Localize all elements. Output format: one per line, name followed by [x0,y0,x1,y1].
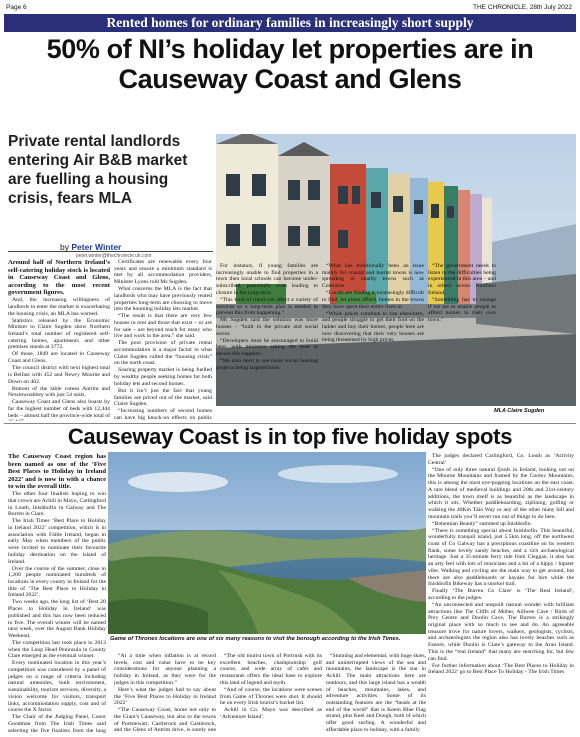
story-paragraph: Causeway Coast and Glens also boasts by far the highest number of beds with 12,444 beds – almost half the province-wide total of [8,399,110,419]
story-paragraph: And, the increasing willingness of landlords to enter the market is exacerbating the housing crisis, an MLA has warned. [8,297,110,317]
story-paragraph: Here’s what the judges had to say about the ‘Five Best Places to Holiday in Ireland 2022’ [114,686,216,707]
story2-column-4 [326,653,426,734]
story-paragraph: The poor provision of private rental accommodation is a major factor in what Claire Sugden called the “housing crisis” on the north coast. [114,340,212,367]
story-column-2 [114,259,212,421]
story-paragraph: Soaring property market is being fuelled by wealthy people seeking homes for both holiday lets and second homes. [114,367,212,387]
sub-headline: Private rental landlords entering Air B&B market are fuelling a housing crisis, fears MLA [8,133,188,207]
story-paragraph: “Something has to change if we are to enable people to afford homes in their own town.” [428,296,496,323]
story-paragraph: “Developers must be encouraged to build here, with ministers taking the lead to ensure this happens. [216,337,318,358]
page-number: Page 6 [6,4,27,11]
story-paragraph: The judges declared Carlingford, Co. Louth as ‘Activity Central’ [428,453,574,466]
coastline-landscape-photo [108,452,426,634]
story-paragraph: “The government needs to listen to the difficulties being experienced in this area – and in others across Northern Ireland. [428,263,496,296]
story-paragraph: “We also need to see more social housing projects being targeted here. [216,358,318,371]
story-paragraph: Bottom of the table comes Antrim and Newtownabbey with just 54 units. [8,385,110,399]
byline-last-name: Winter [95,242,122,252]
story-paragraph: “Bohemian Beauty” summed up Inishbofin. [432,520,532,527]
story2-column-3 [220,653,322,734]
story-paragraph: What concerns the MLA is the fact that landlords who may have previously rented properties long-term are choosing to move into the booming holiday lets market. [114,286,212,313]
story-paragraph: “One of only three natural fjords in Ireland, looking out on the Mourne Mountains and framed by the Cooley Mountains, this is among the most eye-popping locations on the east coast. A rare blend of medieval buildings and 20th and 21st-century additions, the town itself is as beautiful as the landscape in which it sits. Whether paddleboarding, ziplining, golfing or walking the 40Km Táin Way or any of the other many hill and mountain trails you’ll never run out of things to do here. [428,466,574,520]
story-paragraph: “The Causeway Coast, home not only to the Giant’s Causeway, but also to the towns of Portstewart, Castlerock and Castlerock, and the Glens of Antrim drive, is surely one [114,707,216,734]
photo-caption: MLA Claire Sugden [494,408,545,414]
story-paragraph: “While prices continue to rise elsewhere, and people struggle to get their foot on the ladder and buy their homes, people here are now discovering that their very houses are being threatened by high prices. [322,310,424,344]
story-column-3 [216,263,318,421]
story-paragraph: “At a time when inflation is at record levels, cost and value have to be key considerations for anyone planning a holiday in Ireland, as they were for the judges in this competition.” [114,653,216,686]
story-paragraph: The council district with next highest total is Belfast with 452 and Newry Mourne and Down on 402. [8,365,110,385]
story-paragraph: Achill in Co. Mayo was described as ‘Adventure Island’. [220,707,322,720]
story-paragraph: Finally ‘The Burren Co Clare’ is ‘The Real Ireland’, according to the judges. [428,588,574,601]
story-paragraph: But it isn’t just the fact that young families are priced out of the market, said Claire Sugden. [114,387,212,408]
story-paragraph: The Irish Times ‘Best Place to Holiday in Ireland 2022’ competition, which is in association with Fáilte Ireland, began in early May when members of the public were invited to nominate their favourite holiday destination on the island of Ireland. [8,518,106,565]
story-column-1 [8,259,110,421]
paper-dateline: THE CHRONICLE, 28th July 2022 [473,4,572,11]
story-paragraph: Two weeks ago, the long list of ‘Best 20 Places to Holiday in Ireland’ was published and this has now been reduced to five. The overall winner will be named next week, over the August Bank Holiday Weekend. [8,599,106,639]
story-paragraph: Ms Sugden said the solution was more houses – “built in the private and social sector. [216,317,318,337]
story-lead: Around half of Northern Ireland’s self-catering holiday stock is located in Causeway Coast and Glens, according to the most recent government figures. [8,259,110,297]
story-paragraph: Of those, 1849 are located in Causeway Coast and Glens. [8,351,110,365]
story2-column-1 [8,453,106,734]
byline-rule [8,251,213,252]
byline-prefix: by [60,242,69,252]
photo-caption: Game of Thrones locations are one of six many reasons to visit the borough according to the Irish Times. [110,636,401,642]
byline-first-name: Peter [71,242,93,252]
story-paragraph: “An unconnected and unspoilt natural wonder with brilliant attractions like The Cliffs of Moher, Aillwee Cave / Birds of Prey Centre and Doolin Cave, The Burren is a strikingly original place with so much to see and do. An agreeable treasure trove for nature lovers, walkers, geologists, cyclists, and archaeologists the region also has lovely beaches such as Fanore, while Doolin is Clare’s gateway to the Aran Island. This is the “real Ireland” that many are searching for, but few can find. [428,601,574,662]
story-paragraph: “The result is that there are very few houses to rent and those that exist – or are for sale – are beyond reach for many who live and work in the area,” she said. [114,313,212,340]
story-paragraph: The Chair of the Judging Panel, Conor Goodman from The Irish Times said selecting the five finalists from the long [8,714,106,734]
story-paragraph: “Increasing numbers of second homes can have big knock-on effects on public [114,408,212,421]
story-paragraph: The competition last took place in 2013 when the Loop Head Peninsula in County Clare emerged as the eventual winner. [8,639,106,660]
story-paragraph: Statistics released by the Economic Minister to Claire Sugden show Northern Ireland’s total number of registered self-catering homes, apartments and other premises stands at 3772. [8,317,110,351]
story-column-5 [428,263,496,413]
second-headline: Causeway Coast is in top five holiday spots [67,424,513,449]
main-headline: 50% of NI’s holiday let properties are in Causeway Coast and Glens [46,34,534,94]
story-paragraph: “This kind of trend can affect a variety of services so a long-term plan is needed to prevent this from happening.” [216,296,318,317]
story2-column-5 [428,453,574,734]
story-paragraph: The other four finalists hoping to win that crown are Achill in Mayo, Carlingford in Louth, Inishbofin in Galway and The Burren in Clare. [8,491,106,518]
story2-column-2 [114,653,216,734]
story-paragraph: “Locals are finding it increasingly difficult to find, let alone afford, homes in the towns they have spent their entire lives in. [322,290,424,310]
story-column-4 [322,263,424,421]
story-paragraph: Certificates are renewable every four years and ensure a minimum standard is met by all accommodation providers, Minister Lyons told Ms Sugden. [114,259,212,286]
author-email-link[interactable]: peter.winter@thechronicle.uk.com [76,253,152,259]
section-banner: Rented homes for ordinary families in increasingly short supply [4,14,576,32]
story-paragraph: “And of course, the locations were scenes from Game of Thrones were shot. It should be on every Irish tourist’s bucket list. [220,686,322,707]
story-paragraph: For further information about ‘The Best Places to Holiday in Ireland 2022’ go to Best Place To Holiday - The Irish Times [428,662,574,676]
story-paragraph: “What has traditionally been an issue mainly for coastal and tourist towns is now spreading to nearby towns such as Coleraine. [322,263,424,290]
story-paragraph: “There is something special about Inishbofin. This beautiful, wonderfully tranquil island, just 5.5km long, off the northwest coast of Co Galway has a precipitous coastline on its western flank, some lovely sandy beaches, and a rich archaeological heritage. Just a 35-minute ferry ride from Cleggan, it also has an arty feel with lots of musicians and a bit of a hippy / hipster vibe. Walking and cycling are the main way to get around, but there are also paddleboards or kayaks for hire while the Inishbofin Bikeway has a snorkel trail. [428,527,574,588]
story-paragraph: “The old tourist town of Portrush with its excellent beaches, championship golf course, and wide array of cafés and restaurants offers the ideal base to explore this land of legend and myth. [220,653,322,686]
story-lead: The Causeway Coast region has been named as one of the ‘Five Best Places to Holiday in Ireland 2022’ and is now in with a chance to win the overall title. [8,453,106,491]
story-paragraph: For instance, if young families are increasingly unable to find properties in a town then local schools can become under-subscribed, potentially even leading to closure in the long-term. [216,263,318,296]
story-paragraph: Every nominated location in this year’s competition was considered by a panel of judges on a range of criteria including natural amenities, built environment, sustainability, tourism services, diversity, a vision welcome for visitors, transport links, accommodation supply, cost and of course the X factor. [8,660,106,714]
story-paragraph: Over the course of the summer, close to 1,200 people nominated hundreds of locations in every county in Ireland for the title of ‘The Best Place to Holiday in Ireland 2022’. [8,565,106,599]
story-paragraph: “Stunning and elemental, with huge skies, and uninterrupted views of the sea and mountains, the landscape is the star in Achill. The main attractions here are outdoors, and this large island has a wealth of beaches, mountains, lakes, and adventure activities. Some of its outstanding features are the “beads at the end of the world” that is Keem Blue Flag strand, plus Keel and Doogh, both of which offer good surfing. A wonderful and affordable place to holiday, with a family [326,653,426,733]
